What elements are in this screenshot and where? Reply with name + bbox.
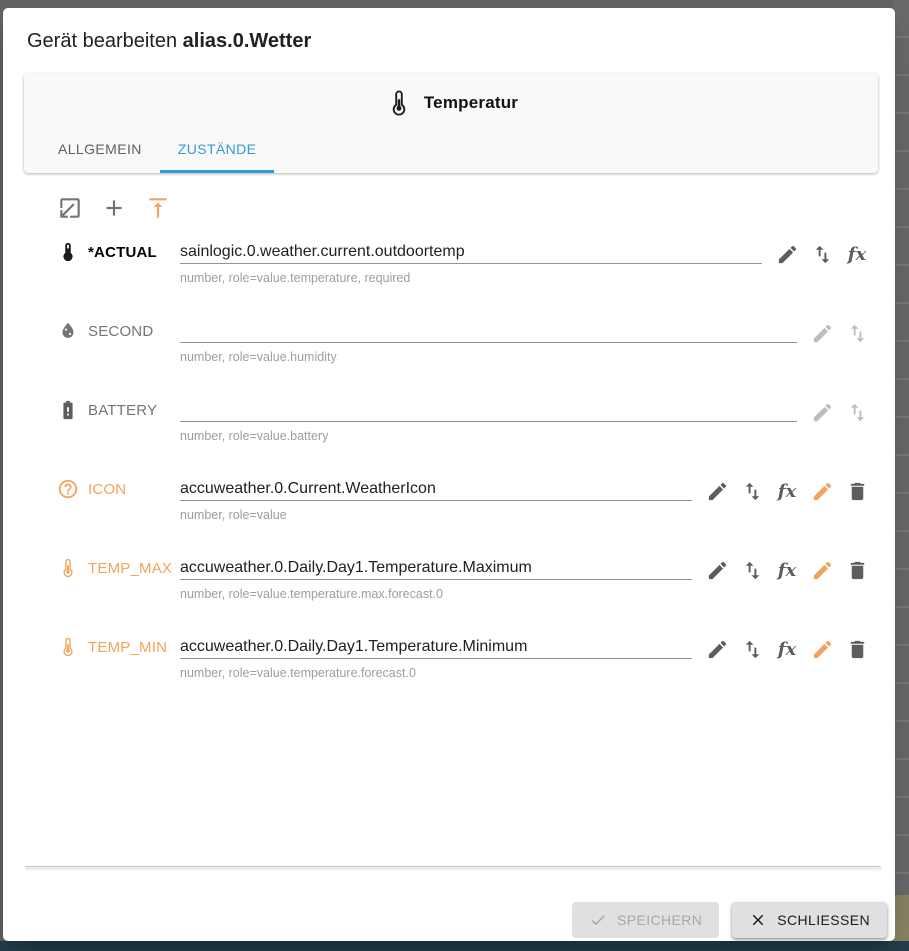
swap-button [845, 401, 869, 425]
trash-icon [846, 638, 869, 661]
pencil-icon [811, 401, 834, 424]
state-id-value[interactable]: accuweather.0.Current.WeatherIcon [180, 476, 692, 501]
battery-alert-icon [57, 399, 79, 421]
backdrop-bottom-bar [0, 941, 909, 951]
thermometer-icon [57, 557, 79, 579]
pencil-icon [706, 480, 729, 503]
swap-vertical-icon [811, 243, 834, 266]
dialog-footer [3, 867, 895, 941]
function-button[interactable] [775, 638, 799, 662]
tab-zustaende[interactable]: ZUSTÄNDE [160, 125, 275, 173]
trash-icon [846, 480, 869, 503]
state-helper-text: number, role=value.temperature.max.forecast.0 [180, 587, 443, 601]
state-id-field[interactable] [180, 393, 797, 443]
edit-role-button[interactable] [810, 559, 834, 583]
device-banner [24, 73, 878, 125]
states-toolbar [57, 195, 869, 221]
device-header-card [24, 73, 878, 173]
dialog-title-device: alias.0.Wetter [182, 30, 312, 52]
state-row-temp-max [27, 551, 869, 604]
state-id-value[interactable] [180, 397, 797, 422]
device-name: Temperatur [423, 93, 519, 112]
state-row-battery [27, 393, 869, 446]
state-id-value[interactable]: accuweather.0.Daily.Day1.Temperature.Minimum [180, 634, 692, 659]
fx-icon: fx [847, 244, 867, 265]
fx-icon: fx [777, 639, 797, 660]
edit-button[interactable] [705, 480, 729, 504]
swap-vertical-icon [741, 480, 764, 503]
edit-role-button[interactable] [810, 638, 834, 662]
state-helper-text: number, role=value [180, 508, 287, 522]
state-row-actual [27, 235, 869, 288]
swap-button[interactable] [740, 559, 764, 583]
swap-vertical-icon [846, 401, 869, 424]
delete-button[interactable] [845, 559, 869, 583]
close-button-label: SCHLIESSEN [777, 912, 870, 928]
trash-icon [846, 559, 869, 582]
pencil-icon [776, 243, 799, 266]
thermometer-icon [57, 241, 79, 263]
save-button-label: SPEICHERN [617, 912, 703, 928]
humidity-icon [57, 320, 79, 342]
edit-button [810, 401, 834, 425]
delete-button[interactable] [845, 638, 869, 662]
scroll-top-button[interactable] [145, 195, 171, 221]
pencil-icon [706, 638, 729, 661]
swap-vertical-icon [741, 638, 764, 661]
edit-button[interactable] [705, 638, 729, 662]
state-helper-text: number, role=value.battery [180, 429, 329, 443]
help-circle-icon [57, 478, 79, 500]
backdrop-table [894, 0, 909, 951]
edit-button[interactable] [705, 559, 729, 583]
function-button[interactable] [775, 480, 799, 504]
swap-button [845, 322, 869, 346]
state-row-temp-min [27, 630, 869, 683]
plus-icon [101, 195, 127, 221]
state-label: TEMP_MAX [88, 559, 173, 577]
state-helper-text: number, role=value.temperature, required [180, 271, 411, 285]
open-in-new-icon [57, 195, 83, 221]
state-label: SECOND [88, 322, 154, 340]
state-id-field[interactable] [180, 314, 797, 364]
swap-vertical-icon [846, 322, 869, 345]
state-helper-text: number, role=value.temperature.forecast.0 [180, 666, 416, 680]
edit-device-dialog [3, 8, 895, 941]
fx-icon: fx [777, 560, 797, 581]
state-id-field[interactable] [180, 551, 692, 601]
pencil-icon [706, 559, 729, 582]
function-button[interactable] [775, 559, 799, 583]
vertical-align-top-icon [145, 195, 171, 221]
state-label: BATTERY [88, 401, 158, 419]
dialog-title [3, 8, 895, 69]
state-row-second [27, 314, 869, 367]
fx-icon: fx [777, 481, 797, 502]
state-row-icon [27, 472, 869, 525]
pencil-orange-icon [811, 638, 834, 661]
add-state-button[interactable] [101, 195, 127, 221]
states-panel [3, 173, 895, 866]
tab-allgemein[interactable]: ALLGEMEIN [58, 141, 142, 157]
check-icon [589, 911, 607, 929]
edit-role-button[interactable] [810, 480, 834, 504]
pencil-icon [811, 322, 834, 345]
state-id-field[interactable] [180, 472, 692, 522]
pencil-orange-icon [811, 559, 834, 582]
swap-vertical-icon [741, 559, 764, 582]
state-helper-text: number, role=value.humidity [180, 350, 337, 364]
edit-button[interactable] [775, 243, 799, 267]
dialog-title-prefix: Gerät bearbeiten [27, 30, 183, 52]
state-id-value[interactable]: sainlogic.0.weather.current.outdoortemp [180, 239, 762, 264]
save-button [572, 902, 719, 938]
delete-button[interactable] [845, 480, 869, 504]
swap-button[interactable] [740, 480, 764, 504]
pencil-orange-icon [811, 480, 834, 503]
state-label: TEMP_MIN [88, 638, 168, 656]
state-id-field[interactable] [180, 630, 692, 680]
function-button[interactable] [845, 243, 869, 267]
state-id-value[interactable] [180, 318, 797, 343]
state-id-value[interactable]: accuweather.0.Daily.Day1.Temperature.Maximum [180, 555, 692, 580]
backdrop-map-patch [893, 895, 909, 941]
close-icon [749, 911, 767, 929]
tab-bar [24, 125, 878, 173]
swap-button[interactable] [740, 638, 764, 662]
edit-button [810, 322, 834, 346]
state-label: *ACTUAL [88, 243, 157, 261]
thermometer-icon [384, 88, 414, 118]
swap-button[interactable] [810, 243, 834, 267]
thermometer-icon [57, 636, 79, 658]
state-label: ICON [88, 480, 127, 498]
close-button[interactable] [732, 902, 887, 938]
state-id-field[interactable] [180, 235, 762, 285]
expand-dialog-button[interactable] [57, 195, 83, 221]
